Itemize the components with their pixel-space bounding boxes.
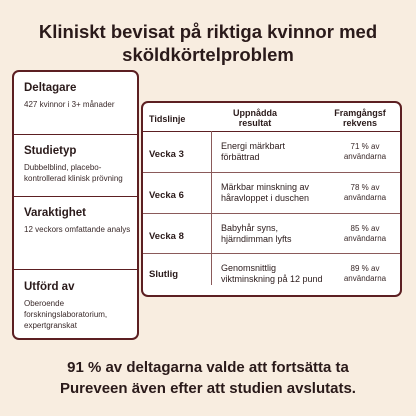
footer-statement [0,357,416,399]
timeline-header: Tidslinje [149,114,186,124]
results-table [141,101,402,297]
study-details-panel [12,70,139,340]
footer-line-2: Pureveen även efter att studien avslutats. [60,380,356,397]
result-header [211,108,299,128]
row-result-line-2: hjärndimman lyfts [221,234,292,244]
row-result [221,182,309,204]
row-rate-line-2: användarna [343,234,387,243]
row-rate-line-2: användarna [343,193,387,202]
duration-section [24,207,131,235]
conducted-by-heading: Utförd av [24,281,75,293]
section-divider [14,134,137,135]
study-type-desc: Dubbelblind, placebo-kontrollerad klinisk prövning [24,163,123,183]
row-rate [329,264,401,284]
section-divider [14,196,137,197]
row-rate-line-1: 89 % av [350,264,380,273]
footer-line-1: 91 % av deltagarna valde att fortsätta ta [67,359,349,376]
conducted-by-section [24,281,131,331]
row-result-line-2: viktminskning på 12 pund [221,274,323,284]
row-rate-line-1: 85 % av [350,224,380,233]
header-divider [143,131,400,132]
participants-heading: Deltagare [24,82,77,94]
row-result [221,263,323,285]
row-rate [329,142,401,162]
rate-header [321,108,399,128]
conducted-by-desc: Oberoende forskningslaboratorium, expertgranskat [24,299,108,330]
column-divider [211,131,212,285]
row-rate-line-1: 71 % av [350,142,380,151]
duration-desc: 12 veckors omfattande analys [24,225,131,234]
row-result-line-1: Energi märkbart [221,141,286,151]
row-divider [143,172,400,173]
row-result-line-1: Babyhår syns, [221,223,279,233]
row-week: Vecka 8 [149,231,184,242]
study-type-heading: Studietyp [24,145,77,157]
section-divider [14,269,137,270]
row-rate-line-2: användarna [343,274,387,283]
result-header-line-2: resultat [238,118,272,128]
page-title [0,20,416,66]
rate-header-line-1: Framgångsf [334,108,386,118]
row-divider [143,213,400,214]
row-result [221,223,292,245]
row-divider [143,253,400,254]
row-result [221,141,285,163]
row-result-line-1: Genomsnittlig [221,263,277,273]
study-type-section [24,145,131,184]
row-rate [329,183,401,203]
result-header-line-1: Uppnådda [233,108,277,118]
row-rate-line-2: användarna [343,152,387,161]
participants-desc: 427 kvinnor i 3+ månader [24,100,115,109]
row-rate [329,224,401,244]
row-week: Slutlig [149,269,179,280]
row-result-line-2: håravloppet i duschen [221,193,310,203]
rate-header-line-2: rekvens [342,118,378,128]
row-week: Vecka 3 [149,149,184,160]
title-line-2: sköldkörtelproblem [122,44,294,65]
row-week: Vecka 6 [149,190,184,201]
duration-heading: Varaktighet [24,207,86,219]
row-rate-line-1: 78 % av [350,183,380,192]
participants-section [24,82,131,110]
row-result-line-2: förbättrad [221,152,260,162]
row-result-line-1: Märkbar minskning av [221,182,310,192]
title-line-1: Kliniskt bevisat på riktiga kvinnor med [38,21,378,42]
